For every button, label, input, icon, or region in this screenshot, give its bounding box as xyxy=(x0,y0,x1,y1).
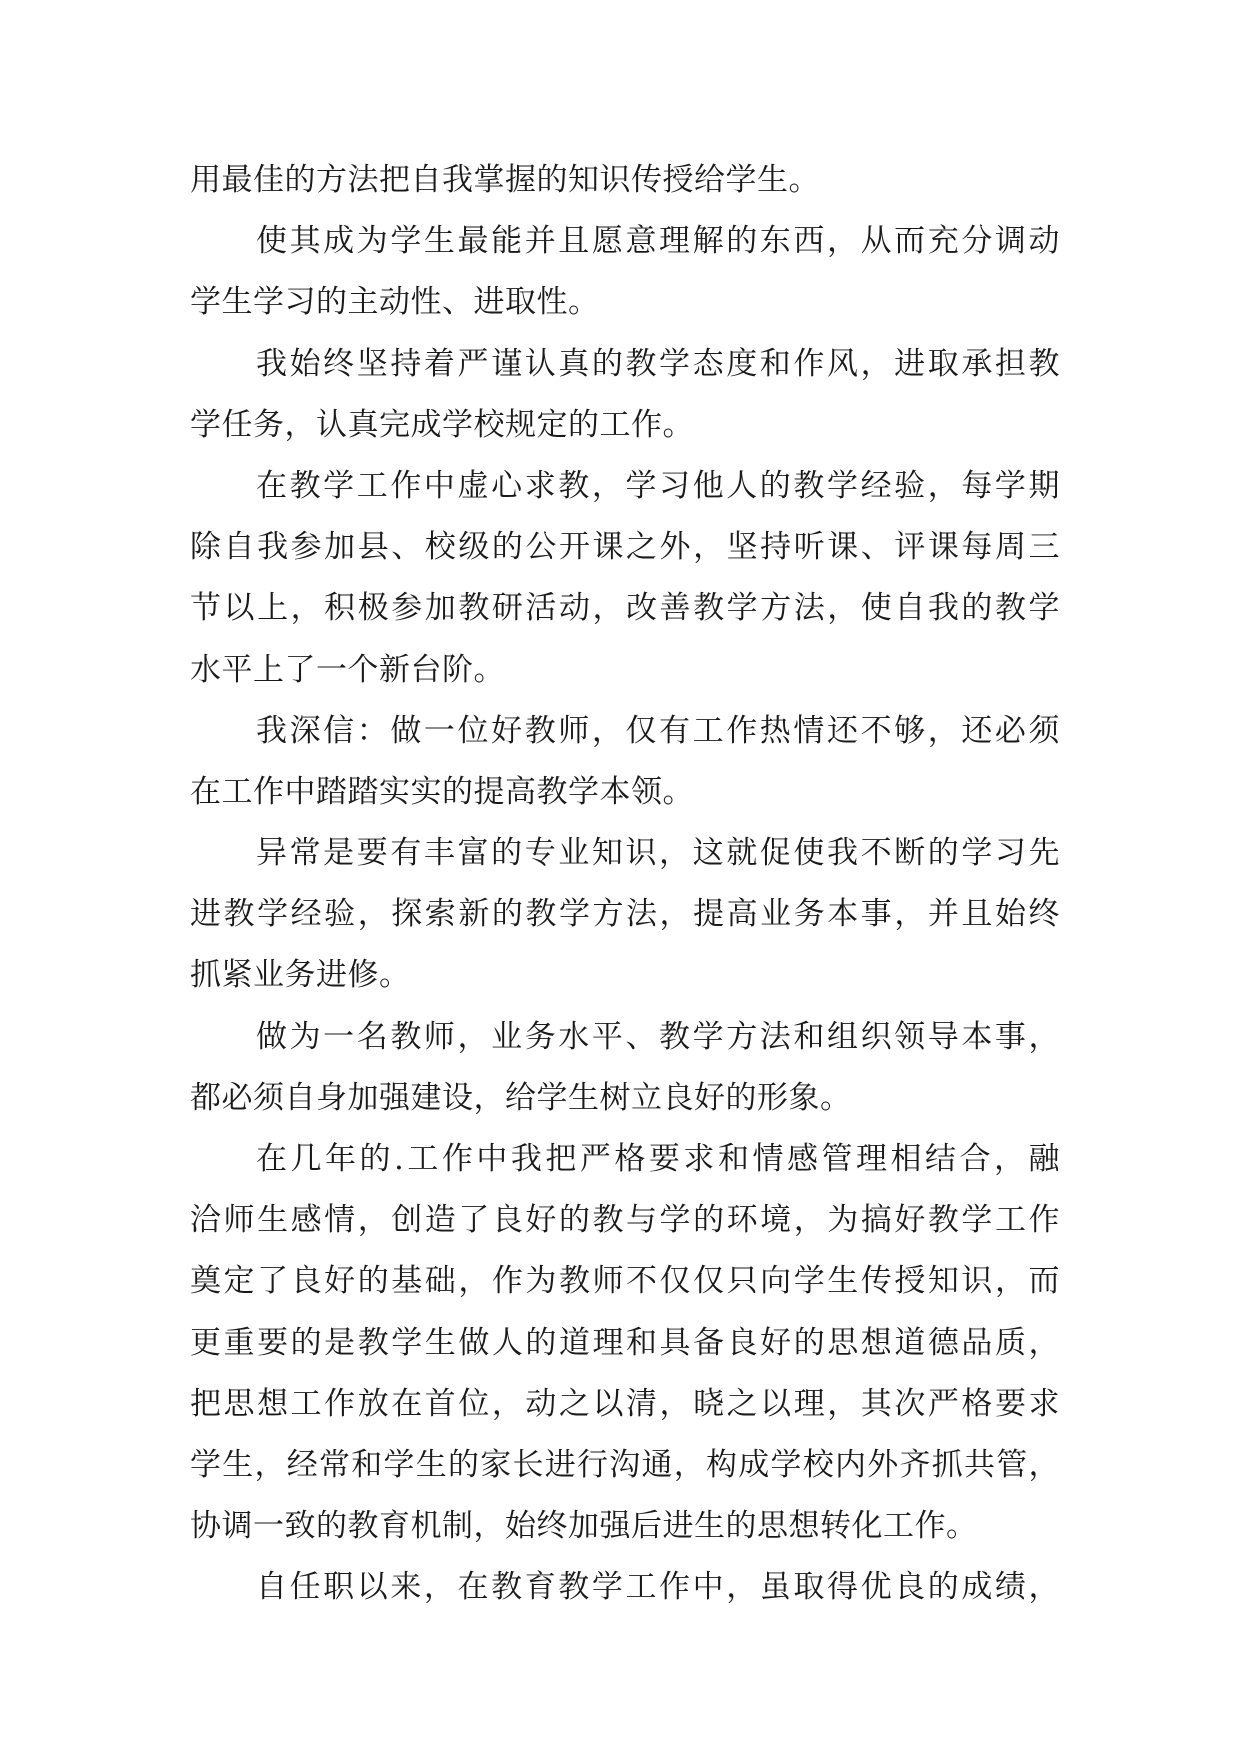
text-line: 奠定了良好的基础，作为教师不仅仅只向学生传授知识，而 xyxy=(190,1263,1060,1300)
text-line: 我深信：做一位好教师，仅有工作热情还不够，还必须 xyxy=(256,712,1060,749)
text-line: 异常是要有丰富的专业知识，这就促使我不断的学习先 xyxy=(256,835,1060,872)
text-line: 洽师生感情，创造了良好的教与学的环境，为搞好教学工作 xyxy=(190,1202,1060,1239)
text-line: 学任务，认真完成学校规定的工作。 xyxy=(190,406,694,443)
text-line: 做为一名教师，业务水平、教学方法和组织领导本事， xyxy=(256,1018,1060,1055)
text-line: 把思想工作放在首位，动之以清，晓之以理，其次严格要求 xyxy=(190,1385,1060,1422)
text-line: 进教学经验，探索新的教学方法，提高业务本事，并且始终 xyxy=(190,896,1060,933)
text-line: 学生学习的主动性、进取性。 xyxy=(190,284,600,321)
text-line: 除自我参加县、校级的公开课之外，坚持听课、评课每周三 xyxy=(190,529,1060,566)
text-line: 水平上了一个新台阶。 xyxy=(190,651,505,688)
text-line: 我始终坚持着严谨认真的教学态度和作风，进取承担教 xyxy=(256,345,1060,382)
text-line: 在教学工作中虚心求教，学习他人的教学经验，每学期 xyxy=(256,467,1060,504)
text-line: 学生，经常和学生的家长进行沟通，构成学校内外齐抓共管， xyxy=(190,1446,1060,1483)
text-line: 协调一致的教育机制，始终加强后进生的思想转化工作。 xyxy=(190,1508,978,1545)
text-line: 自任职以来，在教育教学工作中，虽取得优良的成绩， xyxy=(256,1569,1060,1606)
text-line: 节以上，积极参加教研活动，改善教学方法，使自我的教学 xyxy=(190,590,1060,627)
text-line: 用最佳的方法把自我掌握的知识传授给学生。 xyxy=(190,162,820,198)
text-line: 在工作中踏踏实实的提高教学本领。 xyxy=(190,773,694,810)
text-line: 都必须自身加强建设，给学生树立良好的形象。 xyxy=(190,1079,852,1116)
text-line: 更重要的是教学生做人的道理和具备良好的思想道德品质， xyxy=(190,1324,1060,1361)
text-line: 抓紧业务进修。 xyxy=(190,957,411,994)
text-line: 使其成为学生最能并且愿意理解的东西，从而充分调动 xyxy=(256,223,1060,260)
text-line: 在几年的.工作中我把严格要求和情感管理相结合，融 xyxy=(256,1141,1060,1177)
document-body xyxy=(190,150,1060,1619)
